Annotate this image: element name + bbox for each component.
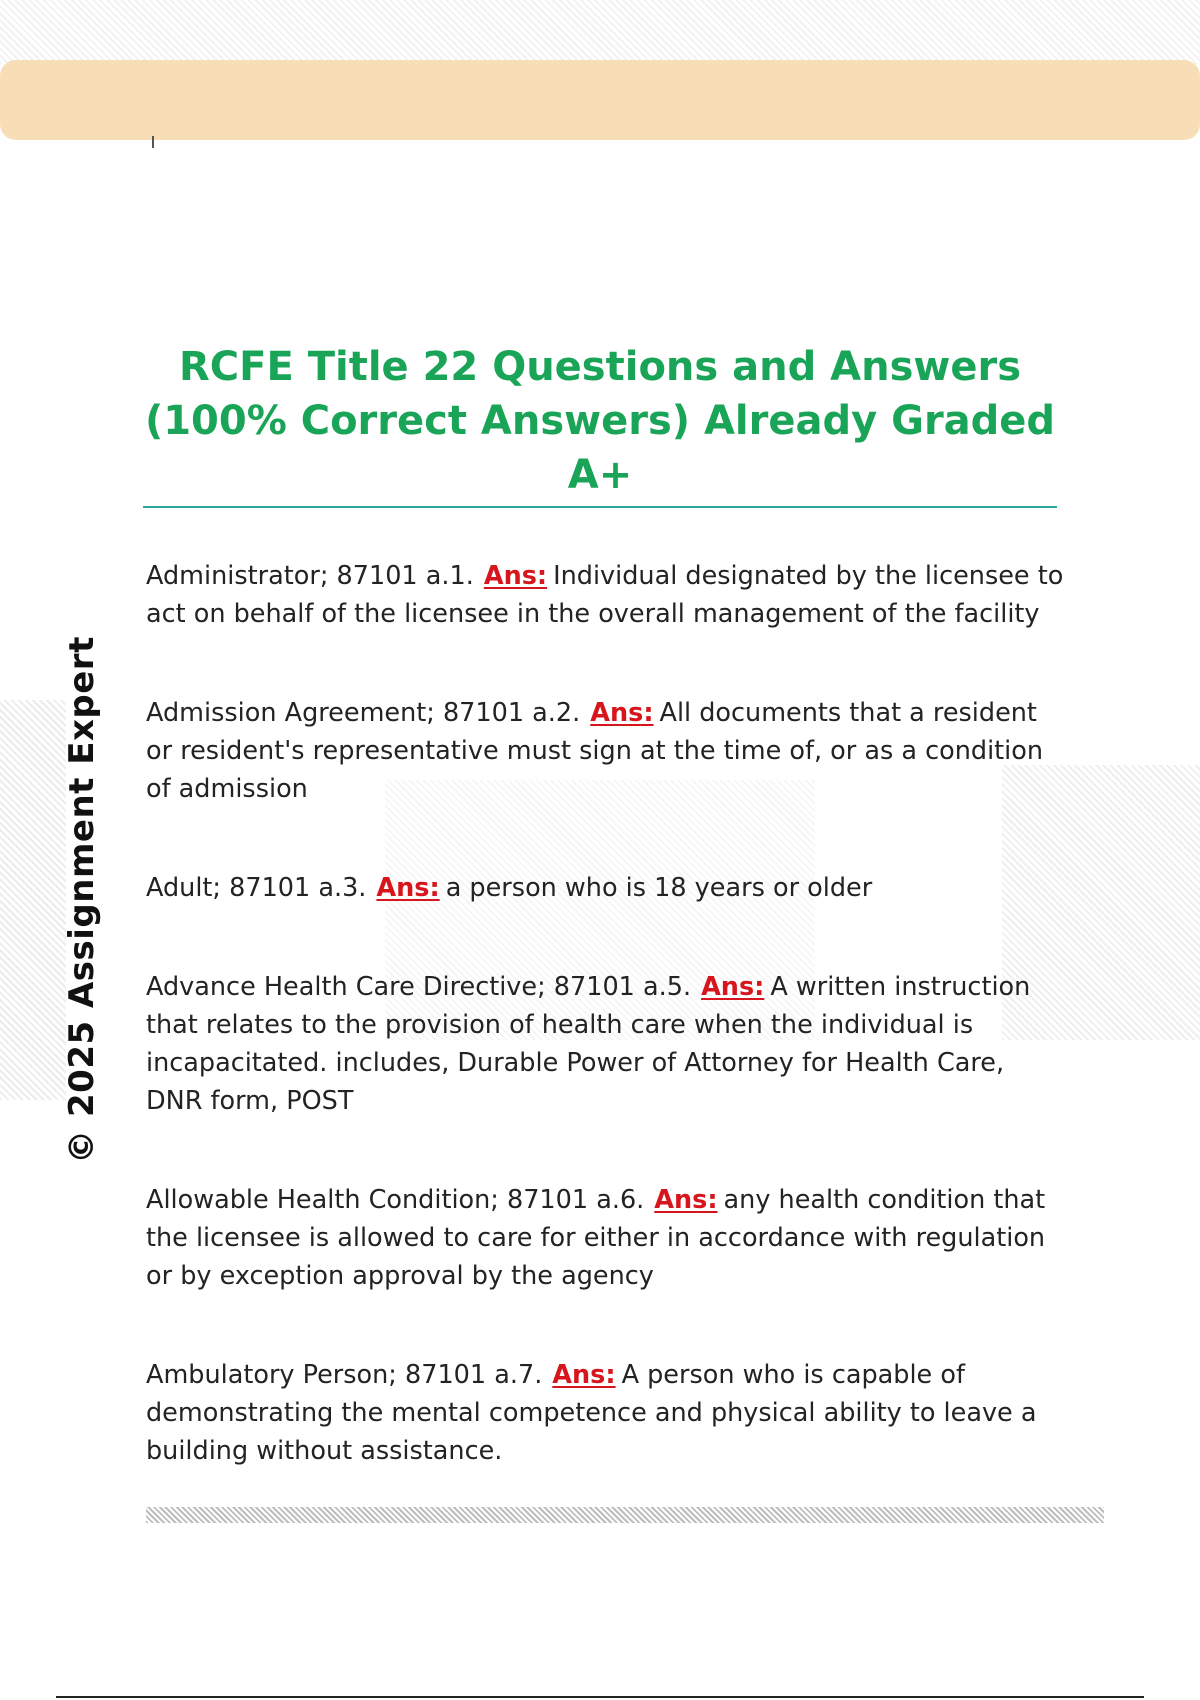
- qa-item: [146, 968, 1066, 1120]
- ans-label: Ans:: [590, 698, 654, 728]
- header-banner: [0, 60, 1200, 140]
- title-line: RCFE Title 22 Questions and Answers: [178, 344, 1022, 390]
- qa-question: Ambulatory Person; 87101 a.7.: [146, 1360, 543, 1390]
- ans-label: Ans:: [376, 873, 440, 903]
- qa-question: Adult; 87101 a.3.: [146, 873, 367, 903]
- qa-question: Administrator; 87101 a.1.: [146, 561, 474, 591]
- qa-answer: Individual designated by the licensee to act on behalf of the licensee in the overall management of the facility: [146, 561, 1064, 629]
- qa-answer: A person who is capable of demonstrating the mental competence and physical ability to leave a building without assistance.: [146, 1360, 1037, 1466]
- copyright-watermark: © 2025 Assignment Expert: [62, 636, 102, 1164]
- qa-item: [146, 869, 1066, 907]
- qa-answer: All documents that a resident or resident's representative must sign at the time of, or as a condition of admission: [146, 698, 1043, 804]
- qa-answer: A written instruction that relates to the provision of health care when the individual is incapacitated. includes, Durable Power of Attorney for Health Care, DNR form, POST: [146, 972, 1031, 1116]
- qa-answer: a person who is 18 years or older: [445, 873, 873, 903]
- side-decorative-pattern: [0, 700, 66, 1100]
- qa-question: Admission Agreement; 87101 a.2.: [146, 698, 581, 728]
- footer-divider: [56, 1696, 1144, 1698]
- qa-item: [146, 1356, 1066, 1470]
- qa-question: Allowable Health Condition; 87101 a.6.: [146, 1185, 645, 1215]
- ans-label: Ans:: [483, 561, 548, 591]
- title-divider: [143, 506, 1057, 508]
- qa-answer: any health condition that the licensee is allowed to care for either in accordance with regulation or by exception approval by the agency: [146, 1185, 1046, 1291]
- text-cursor-mark: [152, 136, 154, 148]
- qa-item: [146, 694, 1066, 808]
- ans-label: Ans:: [654, 1185, 718, 1215]
- title-line: (100% Correct Answers) Already Graded: [144, 398, 1056, 444]
- qa-item: [146, 1181, 1066, 1295]
- ans-label: Ans:: [552, 1360, 616, 1390]
- qa-list: [146, 557, 1066, 1531]
- bottom-decorative-strip: [146, 1507, 1104, 1523]
- top-decorative-pattern: [0, 0, 1200, 64]
- ans-label: Ans:: [701, 972, 765, 1002]
- qa-item: [146, 557, 1066, 633]
- qa-question: Advance Health Care Directive; 87101 a.5.: [146, 972, 692, 1002]
- document-title: [140, 340, 1060, 502]
- title-line: A+: [567, 452, 633, 498]
